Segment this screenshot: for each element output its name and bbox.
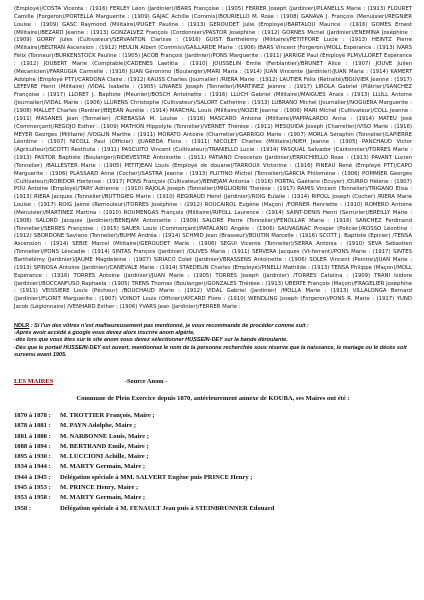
mayor-name: M. TROTTIER François, Maire ; (60, 411, 155, 419)
document-page (14, 6, 412, 520)
mayor-name: Délégation spéciale à M. FENAULT Jean puis à STEINBRUNNER Edouard (60, 504, 275, 512)
mayors-title: LES MAIRES (14, 377, 54, 385)
mayor-period: 1878 à 1881 : (14, 422, 51, 430)
note-step-2: -dès lors que vous êtes sur le site anom vous devez sélectionner HUSSEIN-DEY sur la bande déroulante. (14, 337, 288, 344)
mayor-period: 1870 à 1878 : (14, 411, 51, 419)
mayor-period: 1953 à 1958 : (14, 494, 51, 502)
mayor-name: Délégation spéciale à MM. SALVERT Eugène puis PRINCE Henry ; (60, 473, 253, 481)
note-intro-line (14, 323, 412, 330)
ndlr-label: NDLR (14, 322, 30, 329)
note-step-3: -Dès que le portail HUSSEIN-DEY est ouvert, mentionnez le nom de la personne recherchée sous réserve que la naissance, le mariage ou le décès soit survenu avant 1905. (14, 344, 407, 358)
mayors-source: -Source Anom - (124, 377, 168, 385)
mayor-name: M. LUCCIONI Achille, Maire ; (60, 453, 149, 461)
list-item (14, 483, 412, 493)
list-item (14, 432, 412, 442)
mayor-period: 1888 à 1894 : (14, 442, 51, 450)
note-step-1: -Après avoir accédé à google vous devez alors inscrire anom algérie, (14, 330, 195, 337)
mayor-name: M. MARTY Germain, Maire ; (60, 494, 146, 502)
list-item (14, 462, 412, 472)
list-item (14, 411, 412, 421)
mayor-period: 1934 à 1944 : (14, 463, 51, 471)
mayor-name: M. MARTY Germain, Maire ; (60, 463, 146, 471)
mayor-name: M. NARBONNE Louis, Maire ; (60, 432, 149, 440)
list-item (14, 493, 412, 503)
list-item (14, 504, 412, 514)
mayor-period: 1958 : (14, 504, 32, 512)
note-intro-text: : Si l'un des vôtres n'est malheureusement pas mentionné, je vous recommande de procéder comme suit : (30, 322, 309, 329)
mayor-period: 1881 à 1888 : (14, 432, 51, 440)
mayor-name: M. BERTRAND Emile, Maire ; (60, 442, 149, 450)
mayor-name: M. PAYN Adolphe, Maire ; (60, 422, 137, 430)
mayors-section-heading (14, 378, 412, 385)
marriage-records-list: (Employé)/COSTA Vicenta : (1916) FERLEY Léon (Jardinier)/IBARS Françoise : (1905) FERRER Joseph (Jardinier)/PLANELLS Marie : (1913) FLOURET Camille (Forgeron)/PORTELLA Marguerite : (1909) GAJAC Achille (Commis)/BOURIELLO M. Rose : (1908) GANAVA J. François (Menuisier)/REGNIER Louise : (1909) GASC Raymond (Militaire)/PUGET Pauline : (1913) GEROUDET Julie (Employé)/BARTALOU Maurice : (1916) GOMES Ernest (Militaire)/BEZARD Jeanne : (1913) GONZALVEZ François (Cordonnier)/PASTOR Joséphine : (1912) GORNES Michel (Jardinier)/ENEMINA Joséphine : (1909) GORRY Jules (Cultivateur)/SERVANTON Clarisse : (1916) GUIST Barthélémy (Militaire)/PETITPORE Lucie : (1913) HEINTZ Pierre (Militaire)/BELTRAN Ascension : (1912) HEULIN Albert (Commis)/GAILLARDE Marie : (1906) IBARS Vincent (Forgeron)/MOLL Espérance : (1913) IVARS Félix (Tonneur)/BURKENSTOCK Pauline : (1905) JACOB François (Jardinier)/PONS Marguerite : (1911) JARRIGE Paul (Employé PLM)/LLORET Espérance : (1912) JOUBERT Marie (Comptable)/CADENES Laetitia : (1910) JOUSSELIN Emile (Ferblantier)/BRUNET Alice : (1907) JOUVE Julien (Mécanicien)/FARRUGIA Carmelle : (1916) JUAN Géronimo (Boulanger)/MARI Maria : (1914) JUAN Vincente (Jardinier)/JUAN Maria : (1914) KAMERT Adolphe (Employé PTT)/CARDONA Claire : (1912) KAUSS Charles (Journalier) /RIERA Marie : (1912) LAUTIER Félix (Retraité)/BOUVIER Jeanne : (1917) LEFEVRE Henri (Militaire) /VIDAL Isabelle : (1905) LINARES Joseph (Tonnelier)/MARTINEZ Jeanne : (1917) LIROLA Gabriel (Plâtrier)/SANCHEZ Françoise : (1917) LLORET J. Baptiste (Meunier)/BOSCH Antoinette : (1916) LLUCH Gabriel (Militaire)/MAIGUES Anais : (1913) LLULL Antoine (Journalier)/VIDAL Marie : (1906) LLURENS Christophe (Cultivateur)/SALORT Catherine : (1913) LUBRANO Michel (Journalier)/NOGUERA Marguerite : (1908) MALLET Charles (Rentier)/BEJEAN Aurélie : (1914) MARCHAL Louis (Militaire)/NOZIE Jeanne : (1906) MARI Michel (Cultivateur)/COLL Jeanne : (1911) MASANES Jean (Tonnelier) /CREBASSA M. Louise : (1916) MASCARO Antoine (Militaire)/PAPPALARDO Anna : (1914) MATEU José (Commerçant)/REGOJO Esther : (1909) MATHON Hippolyte (Tonnelier)/VERNET Thérèse : (1911) MESQUIDA Joseph (Charretier)/VISO Marie : (1916) MEYER Georges (Militaire) /VOGLIN Marthe : (1911) MORATO Antoine (Charretier)/GARRIGO Marie : (1907) MORLA Séraphin (Tonnelier)/LAPIERRE Léontine : (1907) NICOLL Paul (Officier) /JUAREDA Flora : (1911) NICOLET Charles (Militaire)/NIEH Jeanne : (1905) PANCHAUD Victor (Agriculteur)/SCOTTI Restituta : (1911) PASCUITO Vincent (Cultivateur)/TRANIELLO Lucie : (1914) PASQUAL Salvador (Cantonnier)/TORRES Marie : (1913) PASTOR Baptiste (Boulanger)/RIDEVESTRE Antoinette : (1911) PATIANO Crescenzo (Jardinier)/ERRICHIELLO Rose : (1913) PAVANT Lucien (Tonnelier) /BALLESTER Marie : (1905) PETITJEAN Louis (Employé de douane)/TARROUX Victorine : (1916) PINEAU René (Employé PTT)/CAPO Marguerite : (1906) PLASSARD Anne (Cocher)/SASTRA Jeanne : (1913) PLUTINO Michel (Tonnelier)/GARCIA Philomène : (1906) POMMIER Georges (Cultivateur)/ROBIDOR Hortense : (1917) PONS François (Cultivateur)/BENEJAM Antonia : (1916) PORTAL Gaétano (Ecuyer) /DURRO Hélène : (1907) POU Antoine (Employé)/TARY Adrienne : (1910) RAJOLA Joseph (Tonnelier)/MIGLIORINI Thérèse : (1917) RAMIS Vincent (Tonnelier)/TRIGANO Elisa : (1913) RIERA Jacques (Tonnelier)/BUTTIGIEG Marie : (1910) REGIRAUD Henri (Jardinier)/ROIG Eulalie : (1914) RIPOLL Joseph (Cocher) /RIERA Marie Louise : (1917) ROIG Jaime (Remouleur)/TORRES Joséphine : (1912) ROUCAIROL Eugène (Maçon) /FORNER Henriette : (1910) ROMERO Antoine (Menuisier)/MARTINEZ Martina : (1910) ROUMENGAS François (Militaire)/RIPOLL Laurence : (1914) SAINT-DENIS Henri (Serrurier)/BREILLY Marie : (1908) SALORD Jacques (Jardinier)/BENEJAM Antoinette : (1909) SALORE Pierre (Tonnelier)/FENOLLAR Maria : (1916) SANCHEZ Ferdinand (Tonnelier)/SERRES Françoise : (1915) SAUER Louis (Commerçant)/PATALANO Angèle : (1906) SAUVAGNAC Prosper (Policier)/ROSSO Léontine : (1912) SBORDONE Saviano (Tonnelier)/BUHM Andréa : (1914) SCHMID Jean (Brasseur)/BOUTIN Marcelle : (1916) SCOTT J. Baptiste (Epicier) /TENSA Ascension : (1914) SEBIE Marcel (Militaire)/GEROUDET Marie : (1906) SEGUI Vicente (Tonnelier)/SERRA Antonia : (1910) SEVA Sébastien (Tonnelier)/PONS Léocadie : (1914) SINTAS François (Jardinier) /OLIVES Maria : (1911) SERVERA Jacques (Vt-ferrant)/PONS Marie : (1917) SINTES Barthélémy (Jardinier)/JAUME Magdeleine : (1907) SIRIACO Colet (Jardinier)/BRASSENS Antoinette : (1906) SOLER Vincent (Peintre)/JUAN Marie : (1913) SPINOSA Antoine (Jardinier)/CANEVALE Marie : (1914) STAEDELIN Charles (Employé)/PINELLI Mathilde : (1913) TENSA Philippe (Maçon)/MOLL Espérance : (1916) TORRES Antoine (Jardinier)/JUAN Marie : (1905) TORRES Joseph (Jardinier) /TORRES Catalina : (1909) TRANI Isidore (Jardinier)/BOCCANFUSO Raphaela : (1905) TRENS Thomas (Boulanger)/GONZALES Thérèse : (1913) UBERTE François (Maçon)/FRAGELIER Joséphine : (1911) VEISSIERE Louis (Pêcheur) /BOUCHAUD Marie : (1912) VIDAL Gabriel (Jardinier) /MOLLA Marie : (1913) VILLALONGA Bernard (Jardinier)/FLORIT Marguerite : (1907) VOINOT Louis (Officier)/AYCARD Flore : (1910) WENDLING Joseph (Forgeron)/PONS R. Marie : (1917) YUND Jacob (Légionnaire) /VENHARD Esther : (1906) YVARS Jean (Jardinier)/FERRER Marie : (14, 6, 412, 311)
list-item (14, 421, 412, 431)
research-note (14, 323, 412, 359)
list-item (14, 452, 412, 462)
list-item (14, 473, 412, 483)
list-item (14, 442, 412, 452)
mayor-period: 1944 à 1945 : (14, 473, 51, 481)
mayors-intro: Commune de Plein Exercice depuis 1870, antérieurement annexe de KOUBA, ses Maires ont été : (76, 394, 350, 402)
mayor-period: 1945 à 1953 : (14, 484, 51, 491)
mayor-period: 1895 à 1930 : (14, 453, 51, 461)
mayor-name: M. PRINCE Henry, Maire ; (60, 484, 139, 491)
mayors-list (14, 411, 412, 514)
